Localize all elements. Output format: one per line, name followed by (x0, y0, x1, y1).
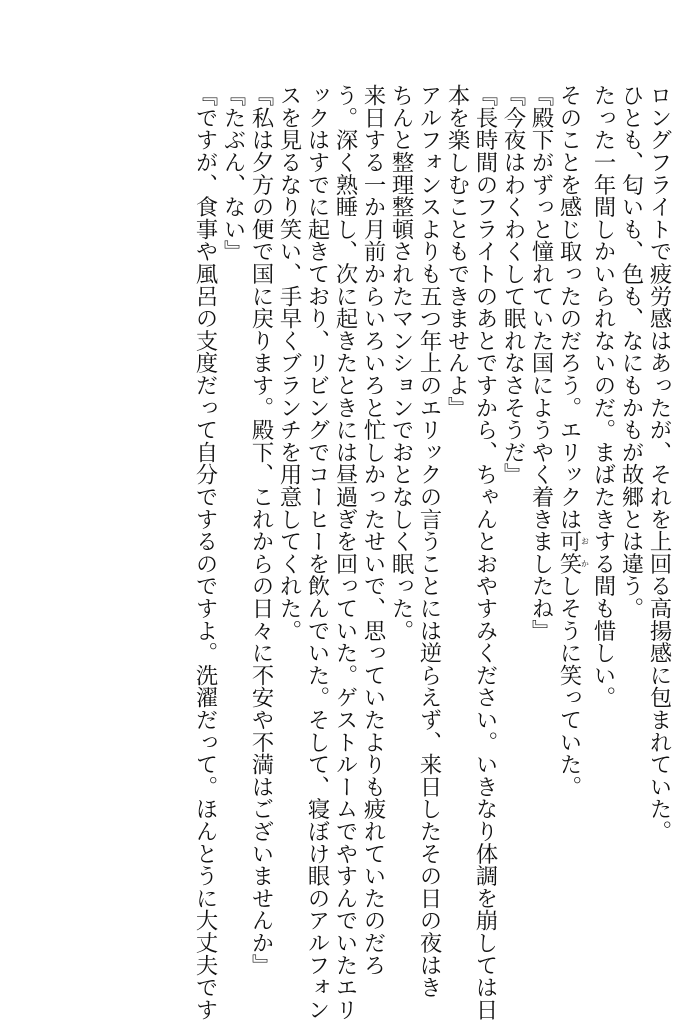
text-line-10: ちんと整理整頓されたマンションでおとなしく眠った。 (388, 84, 414, 642)
text-line-8: 本を楽しむこともできませんよ』 (444, 84, 470, 419)
text-line-9: アルフォンスよりも五つ年上のエリックの言うことには逆らえず、来日したその日の夜はき (416, 84, 442, 999)
text-line-13: ックはすでに起きており、リビングでコーヒーを飲んでいた。そして、寝ぼけ眼のアルフォン (304, 84, 330, 1021)
text-line-4-end: しそうに笑っていた。 (556, 574, 582, 798)
text-line-7: 『長時間のフライトのあとですから、ちゃんとおやすみください。いきなり体調を崩しては日 (472, 84, 498, 1021)
text-line-5: 『殿下がずっと憧れていた国にようやく着きましたね』 (528, 84, 554, 642)
ruby-okashi (556, 530, 590, 575)
ruby-base: 可笑 (556, 530, 582, 575)
text-line-15: 『私は夕方の便で国に戻ります。殿下、これからの日々に不安や不満はございませんか』 (248, 84, 274, 976)
text-line-2: ひとも、匂いも、色も、なにもかもが故郷とは違う。 (618, 84, 644, 620)
text-line-14: スを見るなり笑い、手早くブランチを用意してくれた。 (276, 84, 302, 642)
text-line-17: 『ですが、食事や風呂の支度だって自分でするのですよ。洗濯だって。ほんとうに大丈夫です (192, 84, 218, 1021)
text-line-3: たった一年間しかいられないのだ。まばたきする間も惜しい。 (590, 84, 616, 709)
ruby-reading: おか (580, 530, 590, 575)
text-line-12: う。深く熟睡し、次に起きたときには昼過ぎを回っていた。ゲストルームでやすんでいたエリ (332, 84, 358, 1021)
text-line-1: ロングフライトで疲労感はあったが、それを上回る高揚感に包まれていた。 (646, 84, 672, 843)
text-line-6: 『今夜はわくわくして眠れなさそうだ』 (500, 84, 526, 486)
text-line-16: 『たぶん、ない』 (220, 84, 246, 263)
text-line-4-start: そのことを感じ取ったのだろう。エリックは (556, 84, 582, 530)
text-line-11: 来日する一か月前からいろいろと忙しかったせいで、思っていたよりも疲れていたのだろ (360, 84, 386, 976)
vertical-text-body (191, 84, 673, 1021)
text-line-4 (555, 84, 589, 944)
